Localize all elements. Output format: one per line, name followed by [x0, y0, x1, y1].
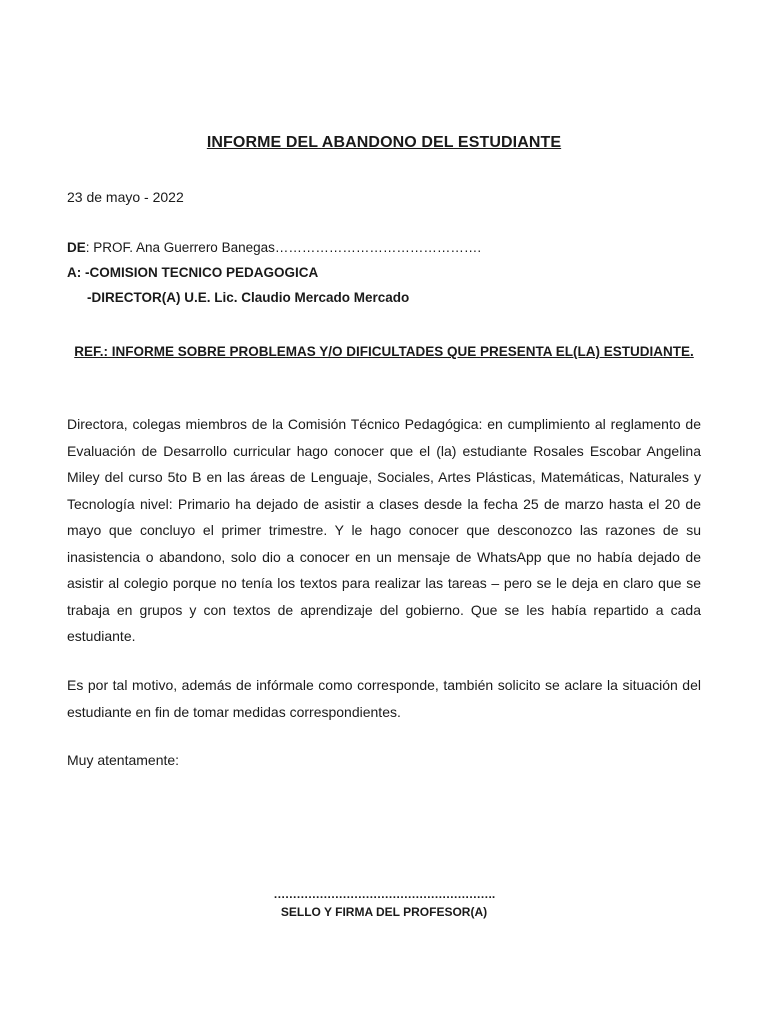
- signature-label: SELLO Y FIRMA DEL PROFESOR(A): [280, 905, 488, 919]
- document-title: INFORME DEL ABANDONO DEL ESTUDIANTE: [206, 134, 562, 151]
- from-label: DE: [67, 240, 86, 255]
- from-line: [67, 240, 481, 255]
- body-paragraph-1: Directora, colegas miembros de la Comisión Técnico Pedagógica: en cumplimiento al reglamento de Evaluación de Desarrollo curricular hago conocer que el (la) estudiante Rosales Escobar Angelina Miley del curso 5to B en las áreas de Lenguaje, Sociales, Artes Plásticas, Matemáticas, Naturales y Tecnología nivel: Primario ha dejado de asistir a clases desde la fecha 25 de marzo hasta el 20 de mayo que concluyo el primer trimestre. Y le hago conocer que desconozco las razones de su inasistencia o abandono, solo dio a conocer en un mensaje de WhatsApp que no había dejado de asistir al colegio porque no tenía los textos para realizar las tareas – pero se le deja en claro que se trabaja en grupos y con textos de aprendizaje del gobierno. Que se les había repartido a cada estudiante.: [67, 416, 701, 644]
- from-value: : PROF. Ana Guerrero Banegas……………………………………….: [85, 240, 482, 255]
- signature-line: ………………………………………………….: [273, 887, 495, 901]
- closing-text: Muy atentamente:: [67, 752, 180, 768]
- reference-line: REF.: INFORME SOBRE PROBLEMAS Y/O DIFICULTADES QUE PRESENTA EL(LA) ESTUDIANTE.: [74, 344, 694, 359]
- to-line-commission: A: -COMISION TECNICO PEDAGOGICA: [67, 265, 319, 280]
- to-line-director: -DIRECTOR(A) U.E. Lic. Claudio Mercado Mercado: [87, 290, 410, 305]
- document-date: 23 de mayo - 2022: [67, 189, 184, 205]
- body-paragraph-2: Es por tal motivo, además de infórmale como corresponde, también solicito se aclare la situación del estudiante en fin de tomar medidas correspondientes.: [67, 677, 701, 720]
